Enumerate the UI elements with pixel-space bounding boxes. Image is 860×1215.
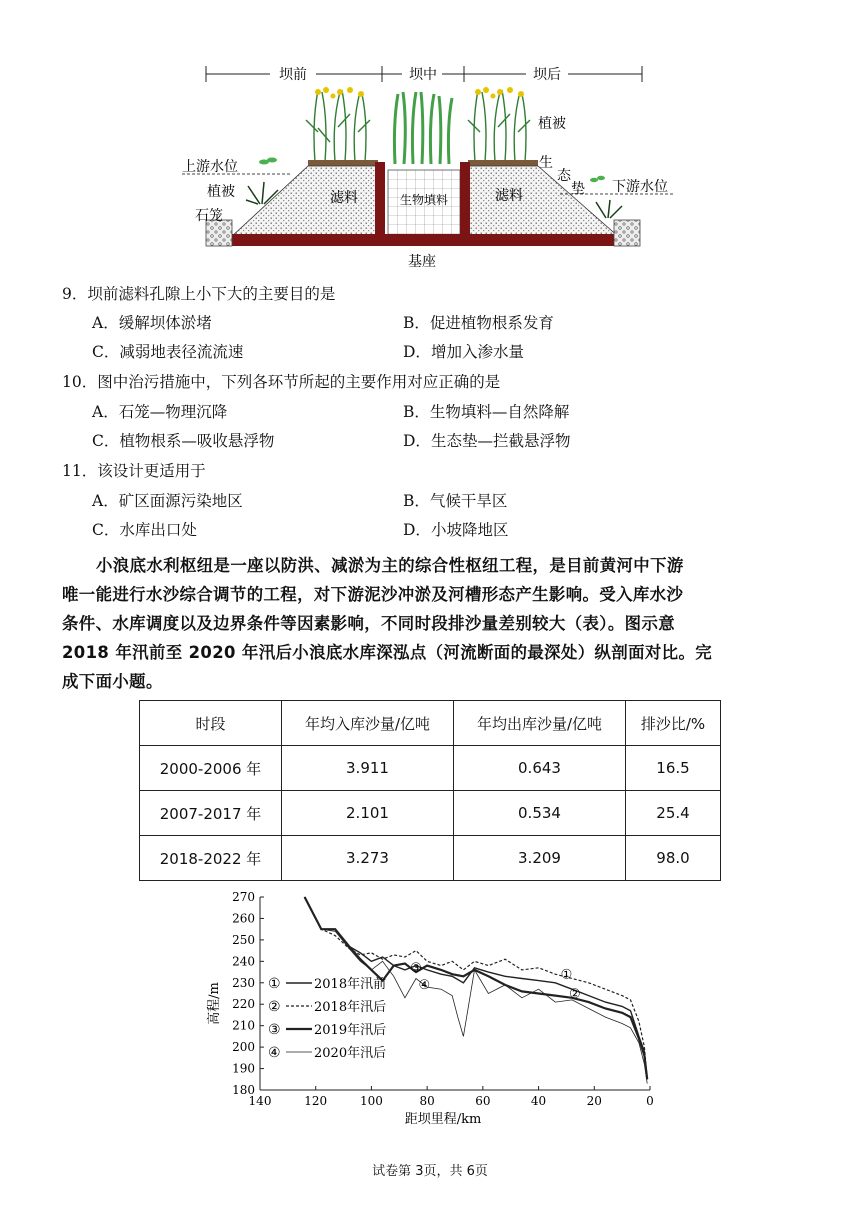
x-tick-label: 140 — [248, 1094, 272, 1108]
option-10a[interactable]: A．石笼—物理沉降 — [92, 403, 228, 421]
question-9 — [62, 282, 335, 304]
table-row — [140, 836, 721, 881]
legend-label: 2020年汛后 — [314, 1046, 387, 1061]
y-axis-label: 高程/m — [207, 982, 222, 1025]
table-cell: 16.5 — [626, 746, 721, 791]
option-9d[interactable]: D．增加入渗水量 — [403, 343, 524, 361]
legend-label: 2018年汛前 — [314, 977, 387, 992]
y-tick-label: 200 — [232, 1040, 255, 1055]
y-tick-label: 250 — [232, 932, 255, 947]
legend-marker: ④ — [268, 1045, 281, 1061]
passage — [62, 551, 808, 696]
wall-left — [375, 162, 385, 242]
legend-label: 2018年汛后 — [314, 1000, 387, 1015]
passage-line-5: 成下面小题。 — [62, 672, 163, 691]
label-gabion: 石笼 — [195, 208, 223, 224]
table-header: 年均入库沙量/亿吨 — [282, 701, 454, 746]
table-header-row — [140, 701, 721, 746]
series-marker-in-plot: ② — [568, 986, 581, 1002]
page-footer: 试卷第 3页，共 6页 — [372, 1164, 488, 1179]
option-9a[interactable]: A．缓解坝体淤堵 — [92, 314, 212, 332]
label-base: 基座 — [408, 254, 436, 270]
legend-marker: ① — [268, 976, 281, 992]
table-cell: 25.4 — [626, 791, 721, 836]
x-axis-label: 距坝里程/km — [404, 1112, 482, 1127]
question-number: 9． — [62, 285, 88, 303]
question-10 — [62, 370, 500, 392]
gabion-right — [614, 220, 640, 246]
thalweg-profile-chart — [190, 885, 680, 1135]
passage-line-1: 小浪底水利枢纽是一座以防洪、减淤为主的综合性枢纽工程，是目前黄河中下游 — [96, 556, 684, 575]
label-bio-fill: 生物填料 — [399, 193, 449, 207]
y-tick-label: 270 — [232, 890, 255, 904]
label-vegetation-right: 植被 — [538, 116, 566, 132]
table-row — [140, 746, 721, 791]
label-dam-back: 坝后 — [533, 67, 561, 83]
question-number: 10． — [62, 373, 98, 391]
table-cell: 0.643 — [454, 746, 626, 791]
filter-right — [468, 166, 620, 238]
y-tick-label: 230 — [232, 975, 255, 990]
table-cell: 3.273 — [282, 836, 454, 881]
legend-marker: ② — [268, 999, 281, 1015]
legend-label: 2019年汛后 — [314, 1023, 387, 1038]
table-cell: 0.534 — [454, 791, 626, 836]
option-10d[interactable]: D．生态垫—拦截悬浮物 — [403, 432, 571, 450]
table-cell: 2000-2006 年 — [140, 746, 282, 791]
table-cell: 2.101 — [282, 791, 454, 836]
y-tick-label: 180 — [232, 1083, 255, 1097]
label-eco-mat-3: 垫 — [571, 181, 585, 197]
label-eco-mat-1: 生 — [539, 155, 553, 171]
x-tick-label: 80 — [419, 1094, 435, 1108]
question-text: 图中治污措施中，下列各环节所起的主要作用对应正确的是 — [97, 373, 501, 391]
wall-right — [460, 162, 470, 242]
y-tick-label: 240 — [232, 954, 255, 969]
sediment-table — [139, 700, 721, 881]
label-eco-mat-2: 态 — [557, 168, 571, 184]
series-marker-in-plot: ① — [560, 967, 573, 983]
option-10b[interactable]: B．生物填料—自然降解 — [403, 403, 570, 421]
table-cell: 98.0 — [626, 836, 721, 881]
label-upstream-water: 上游水位 — [182, 159, 238, 175]
table-cell: 2007-2017 年 — [140, 791, 282, 836]
x-tick-label: 100 — [359, 1094, 383, 1108]
x-tick-label: 60 — [475, 1094, 491, 1108]
option-9c[interactable]: C．减弱地表径流流速 — [92, 343, 244, 361]
vegetation-middle-top — [394, 92, 452, 164]
label-dam-front: 坝前 — [279, 67, 307, 83]
y-tick-label: 210 — [232, 1018, 255, 1033]
passage-line-3: 条件、水库调度以及边界条件等因素影响，不同时段排沙量差别较大（表）。图示意 — [62, 614, 676, 633]
y-tick-label: 260 — [232, 911, 255, 926]
label-filter-left: 滤料 — [330, 190, 358, 206]
label-filter-right: 滤料 — [495, 188, 523, 204]
label-downstream-water: 下游水位 — [612, 179, 668, 195]
table-cell: 3.911 — [282, 746, 454, 791]
option-10c[interactable]: C．植物根系—吸收悬浮物 — [92, 432, 275, 450]
table-cell: 3.209 — [454, 836, 626, 881]
label-dam-middle: 坝中 — [409, 67, 437, 83]
label-vegetation-left: 植被 — [207, 184, 235, 200]
table-row — [140, 791, 721, 836]
table-cell: 2018-2022 年 — [140, 836, 282, 881]
y-tick-label: 190 — [232, 1061, 255, 1076]
option-9b[interactable]: B．促进植物根系发育 — [403, 314, 554, 332]
table-header: 排沙比/% — [626, 701, 721, 746]
option-11a[interactable]: A．矿区面源污染地区 — [92, 492, 243, 510]
question-11 — [62, 459, 206, 481]
x-tick-label: 120 — [304, 1094, 328, 1108]
series-marker-in-plot: ③ — [410, 961, 422, 977]
base-slab — [230, 234, 615, 246]
option-11d[interactable]: D．小坡降地区 — [403, 521, 509, 539]
x-tick-label: 20 — [586, 1094, 602, 1108]
series-marker-in-plot: ④ — [418, 978, 431, 994]
slope-plants-right — [596, 200, 622, 218]
option-11b[interactable]: B．气候干旱区 — [403, 492, 508, 510]
question-text: 坝前滤料孔隙上小下大的主要目的是 — [87, 285, 336, 303]
vegetation-right-top — [468, 90, 530, 162]
question-text: 该设计更适用于 — [97, 462, 206, 480]
dam-cross-section-diagram — [182, 62, 670, 272]
question-number: 11． — [62, 462, 98, 480]
passage-line-4: 2018 年汛前至 2020 年汛后小浪底水库深泓点（河流断面的最深处）纵剖面对比。完 — [62, 643, 713, 662]
legend-marker: ③ — [268, 1022, 281, 1038]
x-tick-label: 40 — [530, 1094, 547, 1108]
table-header: 时段 — [140, 701, 282, 746]
vegetation-left-top — [306, 90, 370, 162]
passage-line-2: 唯一能进行水沙综合调节的工程，对下游泥沙冲淤及河槽形态产生影响。受入库水沙 — [62, 585, 684, 604]
y-tick-label: 220 — [232, 997, 255, 1012]
option-11c[interactable]: C．水库出口处 — [92, 521, 197, 539]
x-tick-label: 0 — [646, 1094, 654, 1108]
table-header: 年均出库沙量/亿吨 — [454, 701, 626, 746]
